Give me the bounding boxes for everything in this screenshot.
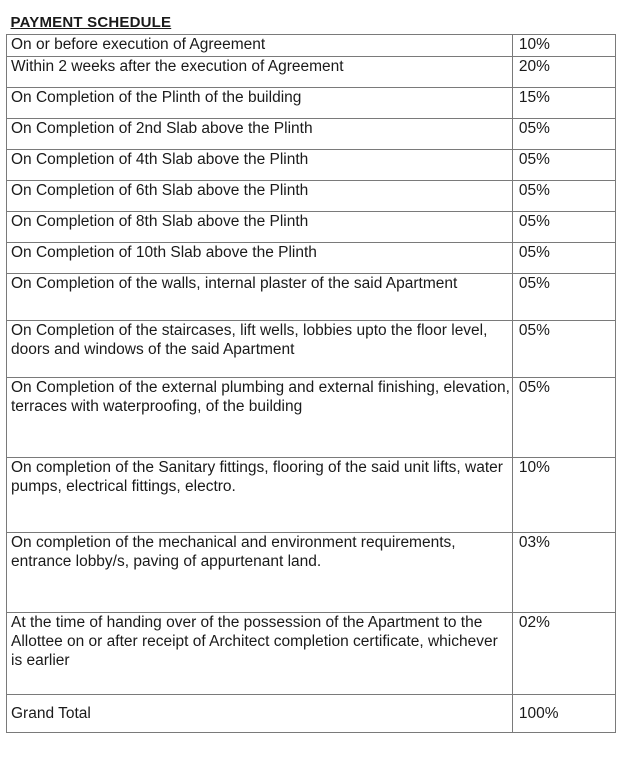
table-row <box>7 613 616 695</box>
milestone-description: On Completion of 4th Slab above the Plinth <box>7 150 513 181</box>
milestone-description: On Completion of 6th Slab above the Plinth <box>7 181 513 212</box>
milestone-description: On or before execution of Agreement <box>7 35 513 57</box>
milestone-description: On completion of the Sanitary fittings, flooring of the said unit lifts, water pumps, electrical fittings, electro. <box>7 458 513 533</box>
table-row <box>7 181 616 212</box>
table-row <box>7 321 616 378</box>
milestone-description: On completion of the mechanical and environment requirements, entrance lobby/s, paving of appurtenant land. <box>7 533 513 613</box>
installment-percentage: 03% <box>512 533 615 613</box>
milestone-description: At the time of handing over of the possession of the Apartment to the Allottee on or after receipt of Architect completion certificate, whichever is earlier <box>7 613 513 695</box>
installment-percentage: 15% <box>512 88 615 119</box>
table-row <box>7 35 616 57</box>
installment-percentage: 10% <box>512 35 615 57</box>
installment-percentage: 20% <box>512 57 615 88</box>
table-row <box>7 212 616 243</box>
table-row <box>7 533 616 613</box>
milestone-description: On Completion of the walls, internal plaster of the said Apartment <box>7 274 513 321</box>
milestone-description: On Completion of 2nd Slab above the Plinth <box>7 119 513 150</box>
installment-percentage: 10% <box>512 458 615 533</box>
installment-percentage: 05% <box>512 212 615 243</box>
title-row <box>7 6 616 35</box>
grand-total-row <box>7 695 616 733</box>
table-row <box>7 378 616 458</box>
installment-percentage: 02% <box>512 613 615 695</box>
table-row <box>7 57 616 88</box>
milestone-description: On Completion of the staircases, lift wells, lobbies upto the floor level, doors and windows of the said Apartment <box>7 321 513 378</box>
table-row <box>7 150 616 181</box>
table-row <box>7 119 616 150</box>
milestone-description: On Completion of 8th Slab above the Plinth <box>7 212 513 243</box>
milestone-description: On Completion of the external plumbing and external finishing, elevation, terraces with waterproofing, of the building <box>7 378 513 458</box>
installment-percentage: 05% <box>512 150 615 181</box>
installment-percentage: 05% <box>512 181 615 212</box>
grand-total-percentage: 100% <box>512 695 615 733</box>
payment-schedule-table <box>6 6 616 733</box>
grand-total-label: Grand Total <box>7 695 513 733</box>
table-row <box>7 88 616 119</box>
installment-percentage: 05% <box>512 321 615 378</box>
milestone-description: On Completion of 10th Slab above the Plinth <box>7 243 513 274</box>
installment-percentage: 05% <box>512 378 615 458</box>
installment-percentage: 05% <box>512 243 615 274</box>
page-title: PAYMENT SCHEDULE <box>10 14 172 31</box>
milestone-description: On Completion of the Plinth of the building <box>7 88 513 119</box>
table-row <box>7 458 616 533</box>
installment-percentage: 05% <box>512 274 615 321</box>
milestone-description: Within 2 weeks after the execution of Agreement <box>7 57 513 88</box>
table-row <box>7 243 616 274</box>
title-cell <box>7 6 616 35</box>
table-row <box>7 274 616 321</box>
installment-percentage: 05% <box>512 119 615 150</box>
